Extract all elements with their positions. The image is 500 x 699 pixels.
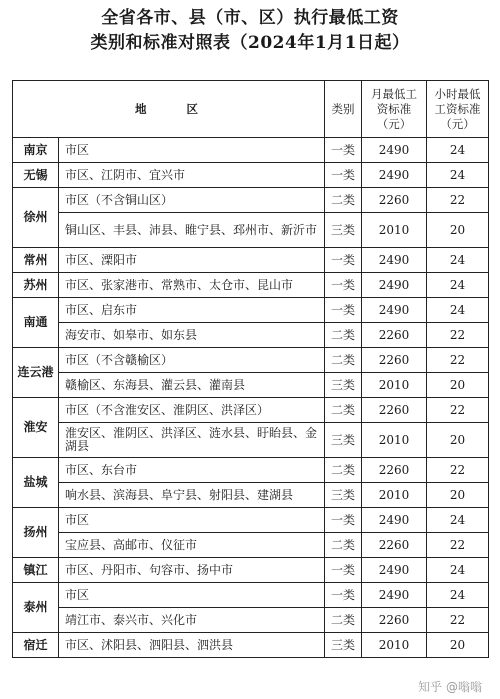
category-cell: 一类	[325, 583, 362, 608]
category-cell: 三类	[325, 633, 362, 658]
table-row	[13, 608, 489, 633]
category-cell: 一类	[325, 138, 362, 163]
city-cell: 盐城	[13, 458, 59, 508]
monthly-wage-cell: 2010	[362, 423, 427, 458]
hourly-wage-cell: 22	[427, 533, 489, 558]
category-cell: 一类	[325, 163, 362, 188]
hourly-wage-cell: 22	[427, 188, 489, 213]
category-cell: 三类	[325, 373, 362, 398]
monthly-wage-cell: 2260	[362, 348, 427, 373]
table-row	[13, 348, 489, 373]
header-monthly: 月最低工资标准（元）	[362, 81, 427, 138]
city-cell: 苏州	[13, 273, 59, 298]
table-row	[13, 398, 489, 423]
area-cell: 宝应县、高邮市、仪征市	[59, 533, 325, 558]
city-cell: 常州	[13, 248, 59, 273]
document-title	[0, 6, 500, 56]
category-cell: 二类	[325, 348, 362, 373]
monthly-wage-cell: 2010	[362, 373, 427, 398]
monthly-wage-cell: 2260	[362, 398, 427, 423]
category-cell: 二类	[325, 458, 362, 483]
area-cell: 市区（不含淮安区、淮阴区、洪泽区）	[59, 398, 325, 423]
title-line-1: 全省各市、县（市、区）执行最低工资	[101, 8, 399, 28]
area-cell: 靖江市、泰兴市、兴化市	[59, 608, 325, 633]
category-cell: 二类	[325, 608, 362, 633]
city-cell: 南通	[13, 298, 59, 348]
table-row	[13, 163, 489, 188]
monthly-wage-cell: 2260	[362, 608, 427, 633]
hourly-wage-cell: 24	[427, 163, 489, 188]
hourly-wage-cell: 24	[427, 508, 489, 533]
category-cell: 二类	[325, 533, 362, 558]
hourly-wage-cell: 22	[427, 458, 489, 483]
city-cell: 无锡	[13, 163, 59, 188]
monthly-wage-cell: 2260	[362, 188, 427, 213]
table-row	[13, 213, 489, 248]
monthly-wage-cell: 2010	[362, 483, 427, 508]
table-row	[13, 583, 489, 608]
city-cell: 宿迁	[13, 633, 59, 658]
hourly-wage-cell: 22	[427, 348, 489, 373]
hourly-wage-cell: 24	[427, 273, 489, 298]
monthly-wage-cell: 2490	[362, 248, 427, 273]
monthly-wage-cell: 2490	[362, 583, 427, 608]
city-cell: 徐州	[13, 188, 59, 248]
hourly-wage-cell: 22	[427, 608, 489, 633]
city-cell: 南京	[13, 138, 59, 163]
area-cell: 市区、丹阳市、句容市、扬中市	[59, 558, 325, 583]
area-cell: 市区、张家港市、常熟市、太仓市、昆山市	[59, 273, 325, 298]
monthly-wage-cell: 2490	[362, 163, 427, 188]
table-row	[13, 423, 489, 458]
city-cell: 淮安	[13, 398, 59, 458]
city-cell: 连云港	[13, 348, 59, 398]
table-row	[13, 138, 489, 163]
table-row	[13, 483, 489, 508]
hourly-wage-cell: 24	[427, 298, 489, 323]
table-row	[13, 248, 489, 273]
category-cell: 二类	[325, 323, 362, 348]
hourly-wage-cell: 20	[427, 373, 489, 398]
monthly-wage-cell: 2490	[362, 138, 427, 163]
area-cell: 市区	[59, 508, 325, 533]
area-cell: 海安市、如皋市、如东县	[59, 323, 325, 348]
table-row	[13, 633, 489, 658]
area-cell: 赣榆区、东海县、灌云县、灌南县	[59, 373, 325, 398]
watermark: 知乎 @嗡嗡	[418, 680, 482, 694]
table-row	[13, 188, 489, 213]
table-row	[13, 323, 489, 348]
city-cell: 泰州	[13, 583, 59, 633]
hourly-wage-cell: 24	[427, 558, 489, 583]
category-cell: 二类	[325, 398, 362, 423]
monthly-wage-cell: 2260	[362, 458, 427, 483]
area-cell: 市区（不含铜山区）	[59, 188, 325, 213]
minimum-wage-table	[12, 80, 489, 658]
area-cell: 市区、溧阳市	[59, 248, 325, 273]
area-cell: 淮安区、淮阴区、洪泽区、涟水县、盱眙县、金湖县	[59, 423, 325, 458]
hourly-wage-cell: 24	[427, 248, 489, 273]
monthly-wage-cell: 2260	[362, 323, 427, 348]
category-cell: 一类	[325, 558, 362, 583]
hourly-wage-cell: 22	[427, 323, 489, 348]
header-area: 地区	[13, 81, 325, 138]
monthly-wage-cell: 2490	[362, 273, 427, 298]
category-cell: 一类	[325, 273, 362, 298]
area-cell: 市区	[59, 138, 325, 163]
hourly-wage-cell: 20	[427, 213, 489, 248]
monthly-wage-cell: 2260	[362, 533, 427, 558]
area-cell: 市区	[59, 583, 325, 608]
header-category: 类别	[325, 81, 362, 138]
hourly-wage-cell: 24	[427, 583, 489, 608]
hourly-wage-cell: 22	[427, 398, 489, 423]
area-cell: 市区、东台市	[59, 458, 325, 483]
table-row	[13, 508, 489, 533]
area-cell: 市区（不含赣榆区）	[59, 348, 325, 373]
table-row	[13, 298, 489, 323]
table-header-row	[13, 81, 489, 138]
city-cell: 扬州	[13, 508, 59, 558]
monthly-wage-cell: 2490	[362, 298, 427, 323]
area-cell: 铜山区、丰县、沛县、睢宁县、邳州市、新沂市	[59, 213, 325, 248]
hourly-wage-cell: 20	[427, 483, 489, 508]
area-cell: 响水县、滨海县、阜宁县、射阳县、建湖县	[59, 483, 325, 508]
category-cell: 三类	[325, 213, 362, 248]
monthly-wage-cell: 2010	[362, 213, 427, 248]
area-cell: 市区、启东市	[59, 298, 325, 323]
table-row	[13, 533, 489, 558]
table-row	[13, 558, 489, 583]
category-cell: 二类	[325, 188, 362, 213]
monthly-wage-cell: 2490	[362, 558, 427, 583]
header-hourly: 小时最低工资标准（元）	[427, 81, 489, 138]
hourly-wage-cell: 20	[427, 633, 489, 658]
table-row	[13, 273, 489, 298]
category-cell: 一类	[325, 508, 362, 533]
title-line-2: 类别和标准对照表（2024年1月1日起）	[90, 33, 410, 53]
city-cell: 镇江	[13, 558, 59, 583]
area-cell: 市区、沭阳县、泗阳县、泗洪县	[59, 633, 325, 658]
category-cell: 一类	[325, 248, 362, 273]
table-row	[13, 458, 489, 483]
hourly-wage-cell: 24	[427, 138, 489, 163]
category-cell: 一类	[325, 298, 362, 323]
monthly-wage-cell: 2010	[362, 633, 427, 658]
monthly-wage-cell: 2490	[362, 508, 427, 533]
category-cell: 三类	[325, 423, 362, 458]
hourly-wage-cell: 20	[427, 423, 489, 458]
area-cell: 市区、江阴市、宜兴市	[59, 163, 325, 188]
table-row	[13, 373, 489, 398]
category-cell: 三类	[325, 483, 362, 508]
